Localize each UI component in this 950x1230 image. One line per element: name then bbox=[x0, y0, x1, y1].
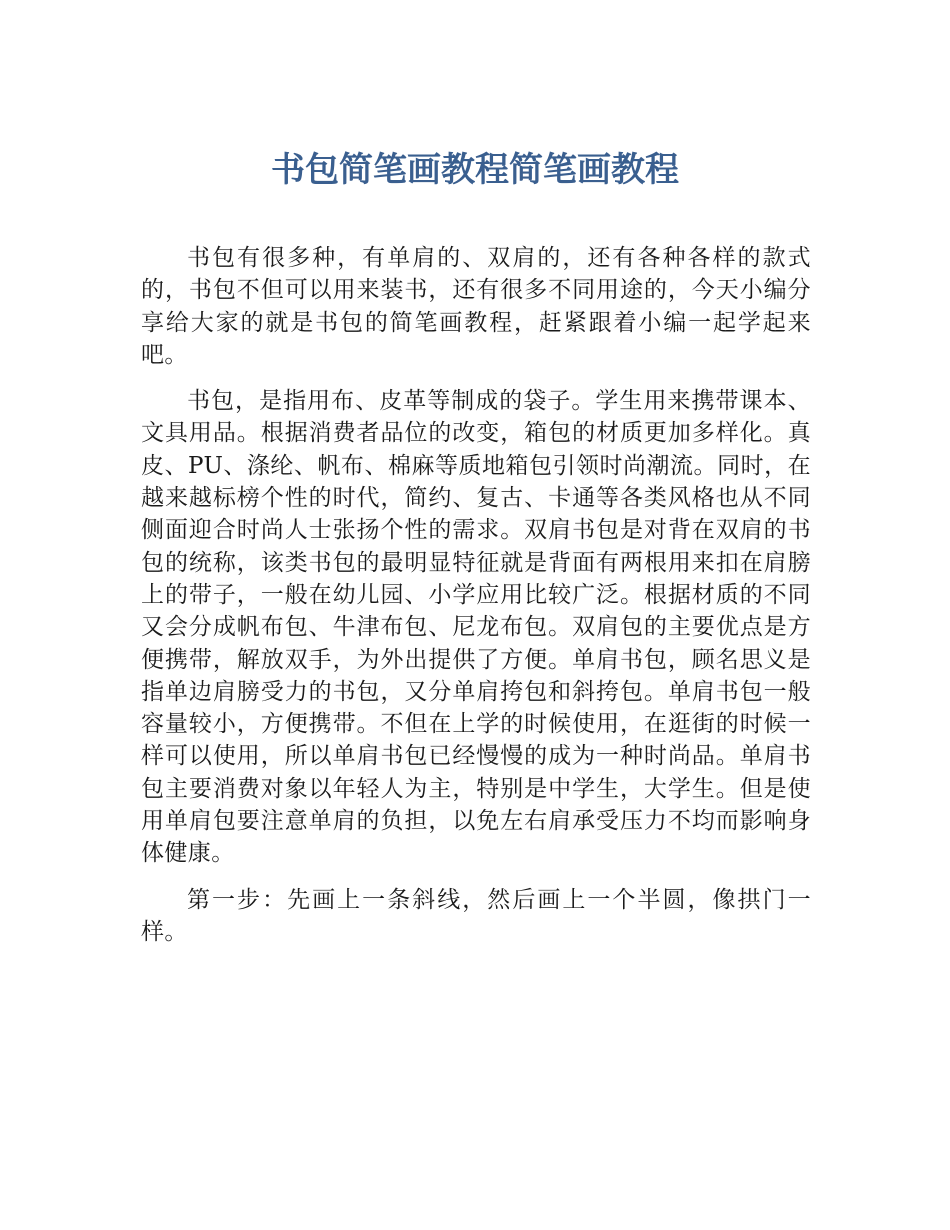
document-body bbox=[141, 242, 811, 962]
paragraph-intro: 书包有很多种，有单肩的、双肩的，还有各种各样的款式的，书包不但可以用来装书，还有很多不同用途的，今天小编分享给大家的就是书包的简笔画教程，赶紧跟着小编一起学起来吧。 bbox=[141, 245, 811, 368]
paragraph-step-one: 第一步：先画上一条斜线，然后画上一个半圆，像拱门一样。 bbox=[141, 886, 811, 945]
paragraph-description: 书包，是指用布、皮革等制成的袋子。学生用来携带课本、文具用品。根据消费者品位的改变，箱包的材质更加多样化。真皮、PU、涤纶、帆布、棉麻等质地箱包引领时尚潮流。同时，在越来越标榜个性的时代，简约、复古、卡通等各类风格也从不同侧面迎合时尚人士张扬个性的需求。双肩书包是对背在双肩的书包的统称，该类书包的最明显特征就是背面有两根用来扣在肩膀上的带子，一般在幼儿园、小学应用比较广泛。根据材质的不同又会分成帆布包、牛津布包、尼龙布包。双肩包的主要优点是方便携带，解放双手，为外出提供了方便。单肩书包，顾名思义是指单边肩膀受力的书包，又分单肩挎包和斜挎包。单肩书包一般容量较小，方便携带。不但在上学的时候使用，在逛街的时候一样可以使用，所以单肩书包已经慢慢的成为一种时尚品。单肩书包主要消费对象以年轻人为主，特别是中学生，大学生。但是使用单肩包要注意单肩的负担，以免左右肩承受压力不均而影响身体健康。 bbox=[141, 388, 811, 867]
document-title: 书包简笔画教程简笔画教程 bbox=[271, 150, 679, 190]
